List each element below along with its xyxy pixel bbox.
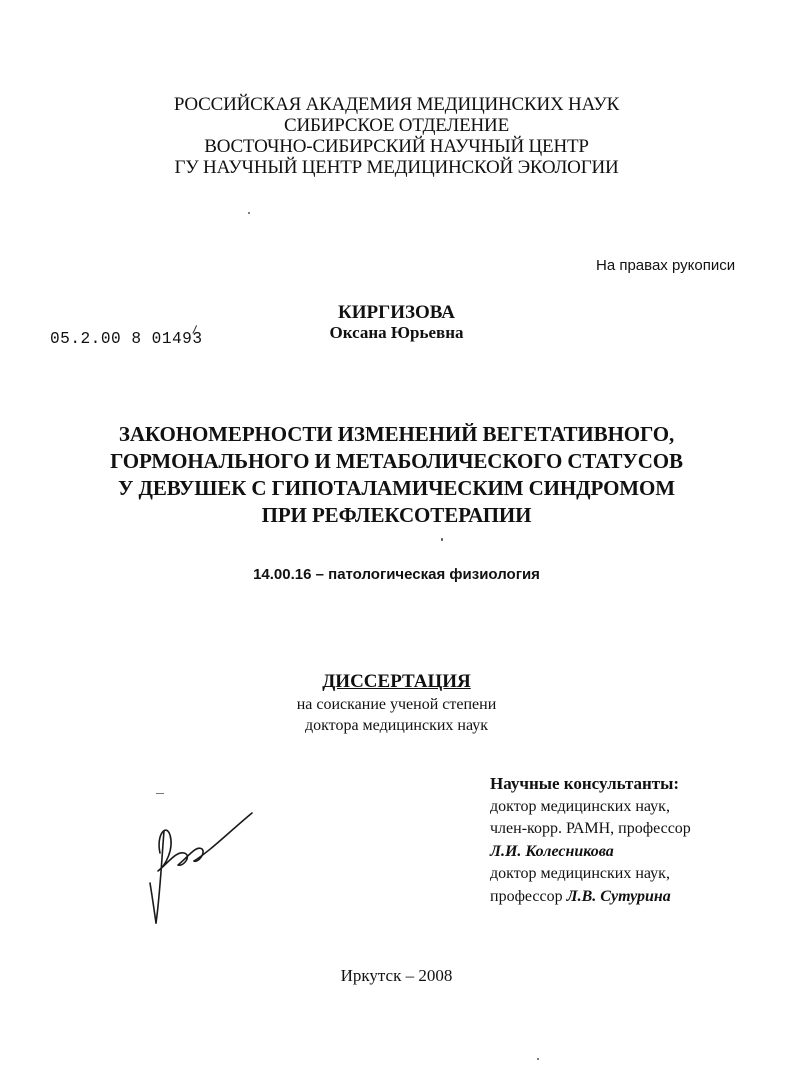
scan-speck	[248, 212, 250, 214]
author-given-names: Оксана Юрьевна	[329, 323, 464, 342]
degree-statement	[0, 694, 793, 736]
archive-stamp: 05.2.00 8 01493	[50, 330, 203, 349]
advisor-1-name: Л.И. Колесникова	[490, 842, 614, 860]
degree-line-1: на соискание ученой степени	[296, 696, 497, 713]
advisor-2-name: Л.В. Сутурина	[566, 887, 671, 905]
scan-speck	[441, 538, 443, 541]
handwritten-signature	[140, 805, 265, 930]
institution-line-2: СИБИРСКОЕ ОТДЕЛЕНИЕ	[284, 115, 509, 136]
scientific-advisors	[490, 773, 691, 908]
scan-dash	[156, 793, 164, 794]
author-surname: КИРГИЗОВА	[337, 302, 456, 323]
advisor-2-line	[490, 886, 691, 909]
specialty-code: 14.00.16 – патологическая физиология	[253, 566, 540, 583]
rights-note: На правах рукописи	[596, 257, 736, 274]
institution-line-1: РОССИЙСКАЯ АКАДЕМИЯ МЕДИЦИНСКИХ НАУК	[173, 94, 620, 115]
advisors-heading: Научные консультанты:	[490, 774, 680, 793]
dissertation-title	[0, 421, 793, 529]
institution-header	[0, 94, 793, 178]
advisor-1-title: член-корр. РАМН, профессор	[490, 820, 691, 837]
institution-line-3: ВОСТОЧНО-СИБИРСКИЙ НАУЧНЫЙ ЦЕНТР	[204, 136, 589, 157]
title-line-4: ПРИ РЕФЛЕКСОТЕРАПИИ	[261, 503, 532, 527]
degree-line-2: доктора медицинских наук	[304, 717, 489, 734]
title-line-3: У ДЕВУШЕК С ГИПОТАЛАМИЧЕСКИМ СИНДРОМОМ	[118, 476, 675, 500]
advisor-2-title: профессор	[490, 887, 563, 905]
scan-speck	[537, 1058, 539, 1060]
title-line-1: ЗАКОНОМЕРНОСТИ ИЗМЕНЕНИЙ ВЕГЕТАТИВНОГО,	[118, 422, 675, 446]
institution-line-4: ГУ НАУЧНЫЙ ЦЕНТР МЕДИЦИНСКОЙ ЭКОЛОГИИ	[174, 157, 619, 178]
advisor-2-degree: доктор медицинских наук,	[490, 865, 670, 882]
dissertation-label: ДИССЕРТАЦИЯ	[322, 671, 471, 692]
title-line-2: ГОРМОНАЛЬНОГО И МЕТАБОЛИЧЕСКОГО СТАТУСОВ	[110, 449, 683, 473]
advisor-1-degree: доктор медицинских наук,	[490, 797, 670, 815]
place-and-year: Иркутск – 2008	[340, 966, 453, 985]
